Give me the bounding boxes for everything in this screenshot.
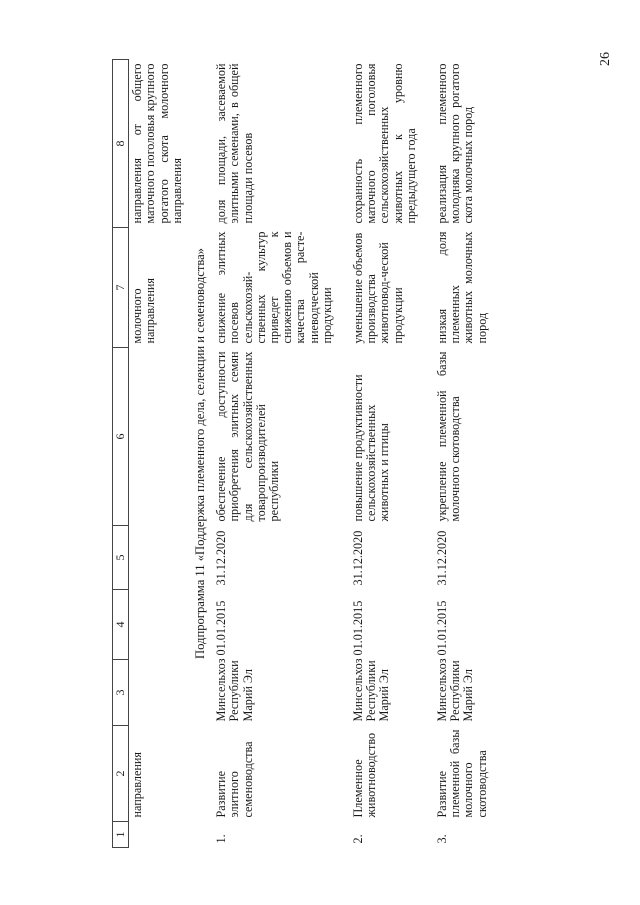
subprogram-title: Подпрограмма 11 «Поддержка племенного дела, селекции и семеноводства» bbox=[193, 248, 208, 659]
row-start: 01.01.2015 bbox=[214, 600, 229, 656]
row-end: 31.12.2020 bbox=[351, 530, 366, 586]
header-cell: 5 bbox=[113, 526, 129, 590]
row-consequence: низкая доля племенных животных молочных пород bbox=[435, 231, 489, 344]
row-name: Развитие племенной базы молочного скотоводства bbox=[435, 729, 489, 818]
row-consequence: уменьшение объемов производства животновод-ческой продукции bbox=[351, 232, 405, 344]
row-executor: Минсельхоз Республики Марий Эл bbox=[351, 658, 392, 722]
header-row bbox=[113, 60, 129, 848]
header-cell: 4 bbox=[113, 590, 129, 660]
table-row bbox=[434, 60, 491, 848]
table-row bbox=[213, 60, 336, 848]
continuation-consequence: молочного направления bbox=[130, 277, 158, 344]
row-result: укрепление племенной базы молочного скотоводства bbox=[435, 351, 463, 522]
program-table bbox=[112, 59, 491, 848]
header-cell: 3 bbox=[113, 660, 129, 726]
row-result: повышение продуктивности сельскохозяйственных животных и птицы bbox=[351, 374, 392, 522]
header-cell: 6 bbox=[113, 348, 129, 526]
row-indicator: доля площади, засеваемой элитными семенами, в общей площади посевов bbox=[214, 63, 255, 224]
rotated-table-page bbox=[112, 60, 592, 848]
row-number: 2. bbox=[351, 834, 366, 844]
page-number: 26 bbox=[598, 52, 613, 66]
row-executor: Минсельхоз Республики Марий Эл bbox=[214, 658, 255, 722]
row-result: обеспечение доступности приобретения элитных семян для сельскохозяйственных товаропроизводителей республики bbox=[214, 351, 282, 522]
continuation-indicator: направления от общего маточного поголовья крупного рогатого скота молочного направления bbox=[130, 63, 184, 224]
header-cell: 8 bbox=[113, 60, 129, 228]
row-name: Развитие элитного семеноводства bbox=[214, 741, 255, 818]
row-consequence: снижение элитных посевов сельскохозяй-ственных культур приведет к снижению объемов и качества расте-ниеводческой продукции bbox=[214, 231, 334, 344]
row-start: 01.01.2015 bbox=[351, 600, 366, 656]
row-number: 1. bbox=[214, 834, 229, 844]
row-start: 01.01.2015 bbox=[435, 600, 450, 656]
continuation-name: направления bbox=[130, 751, 145, 818]
header-cell: 2 bbox=[113, 726, 129, 822]
row-number: 3. bbox=[435, 834, 450, 844]
continuation-row bbox=[129, 60, 186, 848]
row-indicator: сохранность племенного маточного поголовья сельскохозяйственных животных к уровню предыдущего года bbox=[351, 63, 418, 224]
table-row bbox=[350, 60, 420, 848]
row-end: 31.12.2020 bbox=[214, 530, 229, 586]
header-cell: 7 bbox=[113, 228, 129, 348]
row-executor: Минсельхоз Республики Марий Эл bbox=[435, 658, 476, 722]
row-name: Племенное животноводство bbox=[351, 732, 379, 818]
row-indicator: реализация племенного молодняка крупного рогатого скота молочных пород bbox=[435, 63, 476, 224]
header-cell: 1 bbox=[113, 822, 129, 848]
row-end: 31.12.2020 bbox=[435, 530, 450, 586]
